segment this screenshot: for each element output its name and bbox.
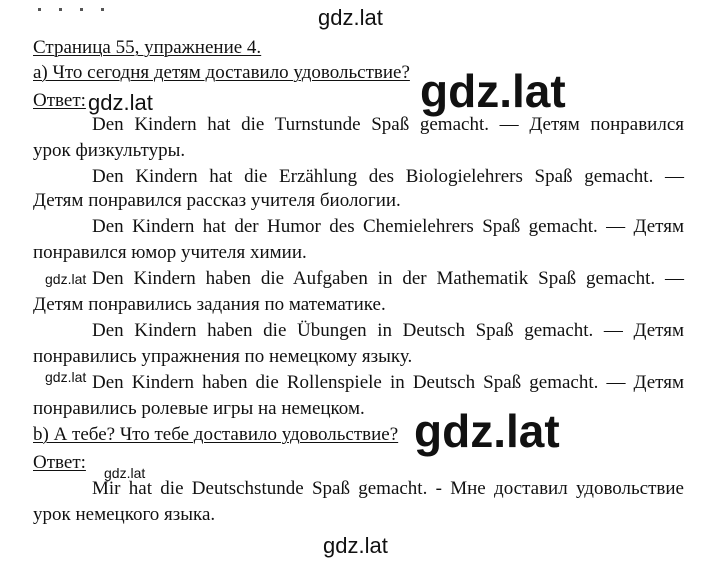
watermark-small-1: gdz.lat — [45, 271, 87, 287]
answer-label-a: Ответ: — [33, 90, 86, 111]
line-a-10: Den Kindern haben die Rollenspiele in Deutsch Spaß gemacht. — Детям — [92, 372, 684, 393]
watermark-answer-b: gdz.lat — [104, 465, 146, 481]
watermark-bottom: gdz.lat — [323, 533, 388, 558]
cropped-text-fragment — [38, 8, 148, 18]
line-a-9: понравились упражнения по немецкому языку. — [33, 346, 413, 367]
watermark-large-1: gdz.lat — [420, 65, 566, 117]
line-a-1: урок физкультуры. — [33, 140, 186, 161]
watermark-small-2: gdz.lat — [45, 369, 87, 385]
watermark-answer-a: gdz.lat — [88, 90, 153, 115]
line-a-5: понравился юмор учителя химии. — [33, 242, 307, 263]
page-heading: Страница 55, упражнение 4. — [33, 37, 262, 58]
answer-label-b: Ответ: — [33, 452, 86, 473]
line-a-2: Den Kindern hat die Erzählung des Biologielehrers Spaß gemacht. — — [92, 166, 684, 187]
question-a: а) Что сегодня детям доставило удовольствие? — [33, 62, 410, 83]
line-a-3: Детям понравился рассказ учителя биологии. — [33, 190, 401, 211]
watermark-top: gdz.lat — [318, 5, 383, 30]
line-a-7: Детям понравились задания по математике. — [33, 294, 386, 315]
line-a-6: Den Kindern haben die Aufgaben in der Mathematik Spaß gemacht. — — [92, 268, 684, 289]
line-b-0: Mir hat die Deutschstunde Spaß gemacht. - Мне доставил удовольствие — [92, 478, 684, 499]
watermark-large-2: gdz.lat — [414, 405, 560, 457]
line-b-1: урок немецкого языка. — [33, 504, 216, 525]
line-a-0: Den Kindern hat die Turnstunde Spaß gemacht. — Детям понравился — [92, 114, 684, 135]
line-a-4: Den Kindern hat der Humor des Chemielehrers Spaß gemacht. — Детям — [92, 216, 684, 237]
line-a-11: понравились ролевые игры на немецком. — [33, 398, 365, 419]
line-a-8: Den Kindern haben die Übungen in Deutsch Spaß gemacht. — Детям — [92, 320, 684, 341]
question-b: b) А тебе? Что тебе доставило удовольствие? — [33, 424, 399, 445]
